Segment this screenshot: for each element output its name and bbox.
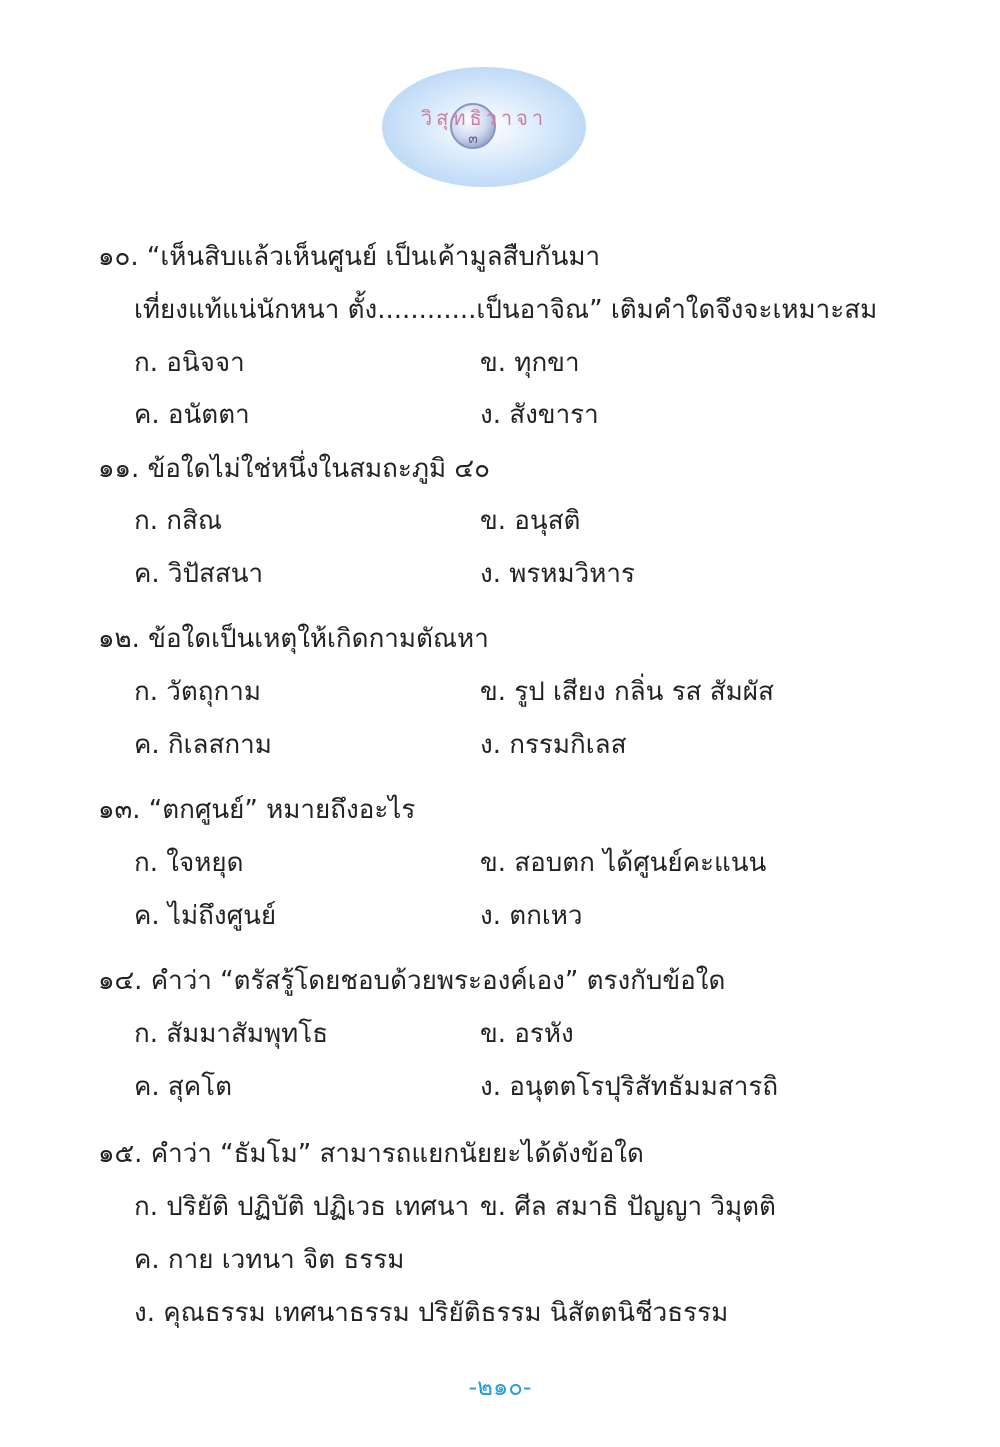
question-15-line-1: ๑๕. คำว่า “ธัมโม” สามารถแยกนัยยะได้ดังข้อใด xyxy=(98,1139,644,1169)
question-12-line-1: ๑๒. ข้อใดเป็นเหตุให้เกิดกามตัณหา xyxy=(98,624,489,654)
question-10-option-d: ง. สังขารา xyxy=(480,400,599,430)
question-10-option-c: ค. อนัตตา xyxy=(134,400,250,430)
question-14-option-c: ค. สุคโต xyxy=(134,1072,233,1102)
question-15-option-b: ข. ศีล สมาธิ ปัญญา วิมุตติ xyxy=(480,1192,776,1222)
question-11-option-b: ข. อนุสติ xyxy=(480,506,581,536)
question-14-option-b: ข. อรหัง xyxy=(480,1019,574,1049)
question-13-line-1: ๑๓. “ตกศูนย์” หมายถึงอะไร xyxy=(98,795,416,825)
question-15-option-a: ก. ปริยัติ ปฏิบัติ ปฏิเวธ เทศนา xyxy=(134,1192,470,1222)
question-15-option-c: ค. กาย เวทนา จิต ธรรม xyxy=(134,1245,405,1275)
question-14-option-a: ก. สัมมาสัมพุทโธ xyxy=(134,1019,329,1049)
question-10-option-a: ก. อนิจจา xyxy=(134,348,245,378)
question-12-option-a: ก. วัตถุกาม xyxy=(134,677,261,707)
question-13-option-b: ข. สอบตก ได้ศูนย์คะแนน xyxy=(480,848,767,878)
question-10-line-1: ๑๐. “เห็นสิบแล้วเห็นศูนย์ เป็นเค้ามูลสืบกันมา xyxy=(98,242,601,272)
question-11-line-1: ๑๑. ข้อใดไม่ใช่หนึ่งในสมถะภูมิ ๔๐ xyxy=(98,454,490,484)
question-11-option-a: ก. กสิณ xyxy=(134,506,223,536)
question-10-line-2: เที่ยงแท้แน่นักหนา ตั้ง............เป็นอาจิณ” เติมคำใดจึงจะเหมาะสม xyxy=(134,295,878,325)
question-13-option-d: ง. ตกเหว xyxy=(480,901,583,931)
question-12-option-c: ค. กิเลสกาม xyxy=(134,730,272,760)
question-12-option-b: ข. รูป เสียง กลิ่น รส สัมผัส xyxy=(480,677,774,707)
question-15-option-d: ง. คุณธรรม เทศนาธรรม ปริยัติธรรม นิสัตตนิชีวธรรม xyxy=(134,1298,729,1328)
page-number: -๒๑๐- xyxy=(468,1373,532,1401)
question-12-option-d: ง. กรรมกิเลส xyxy=(480,730,627,760)
logo xyxy=(381,66,587,188)
question-13-option-a: ก. ใจหยุด xyxy=(134,848,244,878)
question-11-option-d: ง. พรหมวิหาร xyxy=(480,559,635,589)
logo-text: วิสุทธิวาจา xyxy=(420,106,548,130)
question-14-option-d: ง. อนุตตโรปุริสัทธัมมสารถิ xyxy=(480,1072,779,1102)
question-11-option-c: ค. วิปัสสนา xyxy=(134,559,264,589)
logo-center-glyph: ๓ xyxy=(468,131,478,147)
question-14-line-1: ๑๔. คำว่า “ตรัสรู้โดยชอบด้วยพระองค์เอง” ตรงกับข้อใด xyxy=(98,966,726,996)
question-10-option-b: ข. ทุกขา xyxy=(480,348,580,378)
question-13-option-c: ค. ไม่ถึงศูนย์ xyxy=(134,901,277,931)
